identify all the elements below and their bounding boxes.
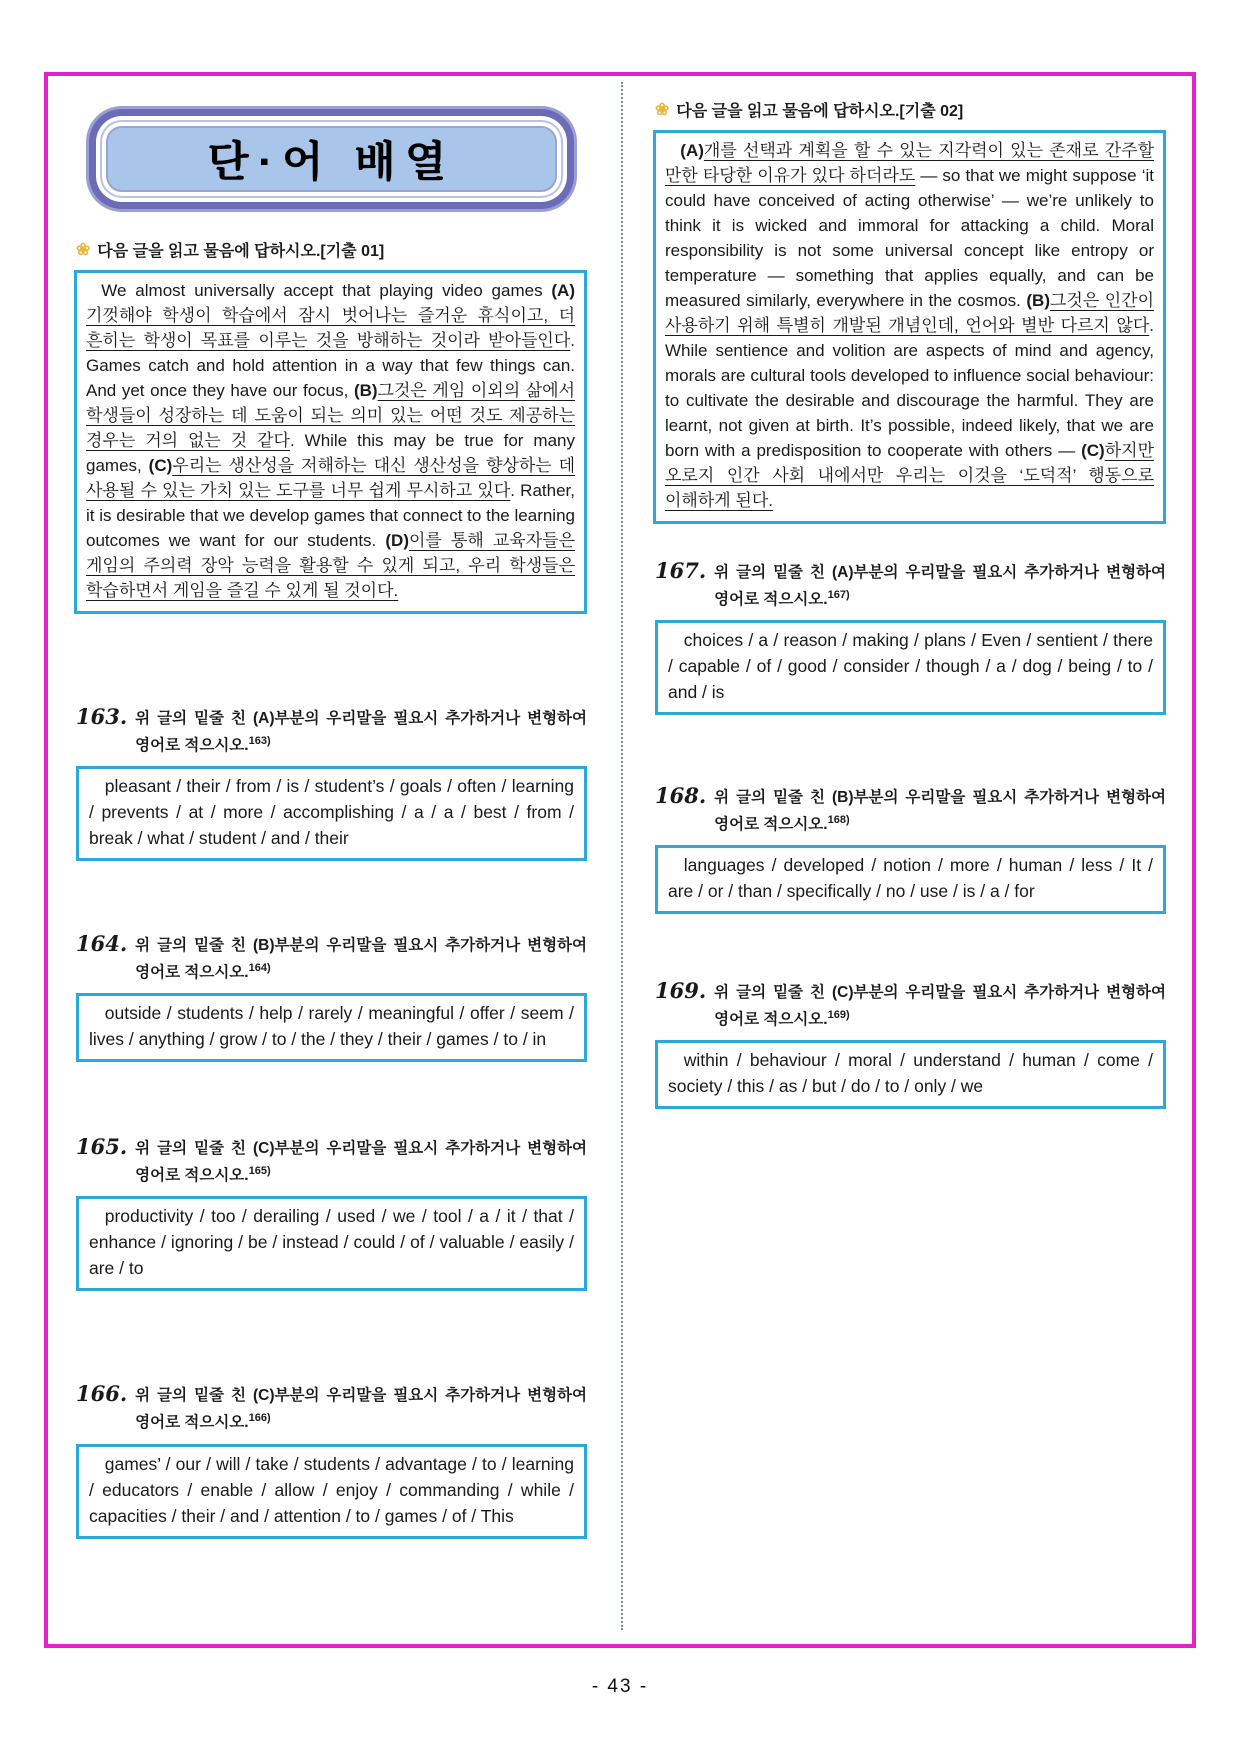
question-164-number: 164.: [76, 931, 128, 957]
question-165-footnote: 165): [248, 1165, 271, 1178]
title-banner: [106, 126, 557, 192]
page-number: - 43 -: [591, 1676, 649, 1697]
question-165-word-bank: productivity / too / derailing / used / we / tool / a / it / that / enhance / ignoring / be / instead / could / of / valuable / easily / are / to: [76, 1196, 587, 1291]
section-header-2: [655, 98, 1166, 121]
question-163-number: 163.: [76, 704, 128, 729]
column-divider: [621, 82, 623, 1630]
question-165: [76, 1136, 587, 1291]
question-168-footnote: 168): [827, 814, 850, 827]
worksheet-page-border: [44, 72, 1196, 1648]
question-163: [76, 706, 587, 861]
question-167-number: 167.: [655, 558, 707, 583]
question-168-number: 168.: [655, 783, 707, 809]
question-164-word-bank: outside / students / help / rarely / meaningful / offer / seem / lives / anything / grow / to / the / they / their / games / to / in: [76, 993, 587, 1062]
question-165-stem: 위 글의 밑줄 친 (C)부분의 우리말을 필요시 추가하거나 변형하여 영어로 적으시오.$^{165)}$: [135, 1140, 587, 1185]
question-167-stem: 위 글의 밑줄 친 (A)부분의 우리말을 필요시 추가하거나 변형하여 영어로 적으시오.$^{167)}$: [714, 564, 1166, 609]
question-169-word-bank: within / behaviour / moral / understand / human / come / society / this / as / but / do / to / only / we: [655, 1040, 1166, 1109]
question-166: [76, 1383, 587, 1538]
question-166-word-bank: games’ / our / will / take / students / advantage / to / learning / educators / enable / allow / enjoy / commanding / while / capacities / their / and / attention / to / games / of / This: [76, 1444, 587, 1539]
flower-icon: ❀: [655, 100, 670, 119]
question-164-footnote: 164): [248, 962, 271, 975]
flower-icon: ❀: [76, 240, 91, 259]
question-166-number: 166.: [76, 1381, 128, 1407]
section-header-1-label: 다음 글을 읽고 물음에 답하시오.[기출 01]: [97, 243, 385, 260]
question-163-word-bank: pleasant / their / from / is / student’s / goals / often / learning / prevents / at / more / accomplishing / a / a / best / from / break / what / student / and / their: [76, 766, 587, 861]
question-168-word-bank: languages / developed / notion / more / human / less / It / are / or / than / specifically / no / use / is / a / for: [655, 845, 1166, 914]
section-header-1: [76, 238, 587, 261]
question-169: [655, 980, 1166, 1109]
two-column-layout: [68, 76, 1172, 1644]
question-167: [655, 560, 1166, 715]
question-167-word-bank: choices / a / reason / making / plans / Even / sentient / there / capable / of / good / consider / though / a / dog / being / to / and / is: [655, 620, 1166, 715]
left-column: [68, 76, 593, 1644]
question-169-number: 169.: [655, 978, 707, 1004]
question-166-footnote: 166): [248, 1412, 271, 1425]
question-168: [655, 785, 1166, 914]
question-163-footnote: 163): [248, 735, 271, 747]
question-167-footnote: 167): [827, 589, 850, 601]
question-169-footnote: 169): [827, 1009, 850, 1022]
question-166-stem: 위 글의 밑줄 친 (C)부분의 우리말을 필요시 추가하거나 변형하여 영어로 적으시오.$^{166)}$: [135, 1387, 587, 1432]
passage-1: We almost universally accept that playing video games (A)기껏해야 학생이 학습에서 잠시 벗어나는 즐거운 휴식이고, 더 흔히는 학생이 목표를 이루는 것을 방해하는 것이라 받아들인다. Games catch and hold attention in a way that few things can. And yet once they have our focus, (B)그것은 게임 이외의 삶에서 학생들이 성장하는 데 도움이 되는 의미 있는 어떤 것도 제공하는 경우는 거의 없는 것 같다. While this may be true for many games, (C)우리는 생산성을 저해하는 대신 생산성을 향상하는 데 사용될 수 있는 가치 있는 도구를 너무 쉽게 무시하고 있다. Rather, it is desirable that we develop games that connect to the learning outcomes we want for our students. (D)이를 통해 교육자들은 게임의 주의력 장악 능력을 활용할 수 있게 되고, 우리 학생들은 학습하면서 게임을 즐길 수 있게 될 것이다.: [74, 270, 587, 614]
question-164: [76, 933, 587, 1062]
question-169-stem: 위 글의 밑줄 친 (C)부분의 우리말을 필요시 추가하거나 변형하여 영어로 적으시오.$^{169)}$: [714, 984, 1166, 1029]
section-header-2-label: 다음 글을 읽고 물음에 답하시오.[기출 02]: [676, 103, 964, 120]
question-168-stem: 위 글의 밑줄 친 (B)부분의 우리말을 필요시 추가하거나 변형하여 영어로 적으시오.$^{168)}$: [714, 789, 1166, 834]
passage-2: (A)개를 선택과 계획을 할 수 있는 지각력이 있는 존재로 간주할 만한 타당한 이유가 있다 하더라도 — so that we might suppose ‘it could have conceived of acting otherwise’ — we’re unlikely to think it is wicked and immoral for attacking a child. Moral responsibility is not some universal concept like entropy or temperature — something that applies equally, and can be measured similarly, everywhere in the cosmos. (B)그것은 인간이 사용하기 위해 특별히 개발된 개념인데, 언어와 별반 다르지 않다. While sentience and volition are aspects of mind and agency, morals are cultural tools developed to influence social behaviour: to cultivate the desirable and discourage the harmful. They are learnt, not given at birth. It’s possible, indeed likely, that we are born with a predisposition to cooperate with others — (C)하지만 오로지 인간 사회 내에서만 우리는 이것을 ‘도덕적’ 행동으로 이해하게 된다.: [653, 130, 1166, 524]
question-163-stem: 위 글의 밑줄 친 (A)부분의 우리말을 필요시 추가하거나 변형하여 영어로 적으시오.$^{163)}$: [135, 710, 587, 755]
right-column: [647, 76, 1172, 1644]
page-title: 단·어 배열: [207, 138, 456, 185]
question-164-stem: 위 글의 밑줄 친 (B)부분의 우리말을 필요시 추가하거나 변형하여 영어로 적으시오.$^{164)}$: [135, 937, 587, 982]
question-165-number: 165.: [76, 1134, 128, 1160]
